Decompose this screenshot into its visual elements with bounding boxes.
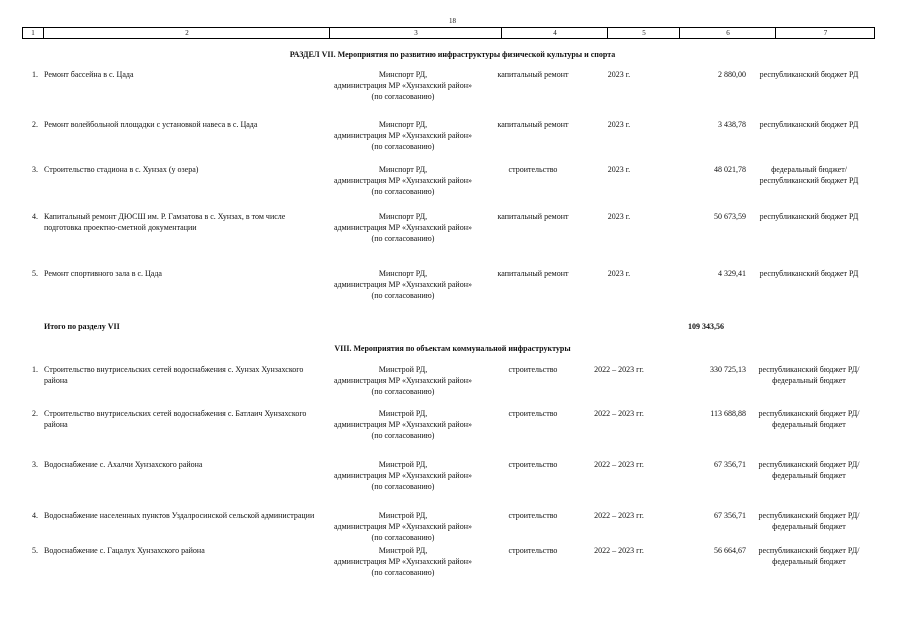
row-name: Строительство внутрисельских сетей водоснабжения с. Хунзах Хунзахского района	[44, 365, 304, 385]
row-responsible: Минстрой РД, администрация МР «Хунзахский район» (по согласованию)	[334, 460, 472, 491]
row-type: строительство	[508, 409, 558, 418]
row-amount: 3 438,78	[718, 120, 746, 129]
row-responsible: Минспорт РД, администрация МР «Хунзахский район» (по согласованию)	[334, 165, 472, 196]
row-type: строительство	[508, 165, 558, 174]
row-name: Ремонт волейбольной площадки с установкой навеса в с. Цада	[44, 120, 258, 129]
row-period: 2022 – 2023 гг.	[594, 546, 644, 555]
page-number: 18	[449, 17, 456, 25]
row-amount: 113 688,88	[710, 409, 746, 418]
total-label: Итого по разделу VII	[44, 322, 120, 331]
column-header: 3	[329, 28, 502, 38]
row-period: 2023 г.	[607, 120, 631, 129]
row-source: республиканский бюджет РД/ федеральный бюджет	[758, 546, 860, 566]
row-source: республиканский бюджет РД	[759, 212, 859, 221]
row-period: 2023 г.	[607, 212, 631, 221]
row-number: 1.	[32, 70, 38, 79]
column-header: 1	[31, 29, 35, 37]
row-name: Ремонт бассейна в с. Цада	[44, 70, 134, 79]
section-title: VIII. Мероприятия по объектам коммунальной инфраструктуры	[334, 344, 571, 353]
row-name: Строительство стадиона в с. Хунзах (у озера)	[44, 165, 199, 174]
row-type: капитальный ремонт	[497, 120, 569, 129]
total-value: 109 343,56	[688, 322, 724, 331]
row-amount: 48 021,78	[714, 165, 746, 174]
row-name: Строительство внутрисельских сетей водоснабжения с. Батлаич Хунзахского района	[44, 409, 307, 429]
row-source: федеральный бюджет/ республиканский бюджет РД	[759, 165, 859, 185]
row-source: республиканский бюджет РД	[759, 70, 859, 79]
row-name: Ремонт спортивного зала в с. Цада	[44, 269, 162, 278]
row-type: строительство	[508, 511, 558, 520]
row-amount: 67 356,71	[714, 511, 746, 520]
row-period: 2023 г.	[607, 70, 631, 79]
row-period: 2023 г.	[607, 165, 631, 174]
column-header: 4	[501, 28, 608, 38]
row-responsible: Минспорт РД, администрация МР «Хунзахский район» (по согласованию)	[334, 212, 472, 243]
section-title: РАЗДЕЛ VII. Мероприятия по развитию инфраструктуры физической культуры и спорта	[289, 50, 616, 59]
row-number: 2.	[32, 120, 38, 129]
row-number: 1.	[32, 365, 38, 374]
row-type: капитальный ремонт	[497, 70, 569, 79]
row-type: строительство	[508, 460, 558, 469]
row-amount: 330 725,13	[710, 365, 746, 374]
row-period: 2022 – 2023 гг.	[594, 409, 644, 418]
row-source: республиканский бюджет РД/ федеральный бюджет	[758, 511, 860, 531]
row-number: 5.	[32, 269, 38, 278]
row-number: 2.	[32, 409, 38, 418]
row-name: Водоснабжение с. Гацалух Хунзахского района	[44, 546, 205, 555]
row-responsible: Минстрой РД, администрация МР «Хунзахский район» (по согласованию)	[334, 511, 472, 542]
row-responsible: Минстрой РД, администрация МР «Хунзахский район» (по согласованию)	[334, 365, 472, 396]
column-header: 2	[43, 28, 330, 38]
row-number: 3.	[32, 460, 38, 469]
row-type: капитальный ремонт	[497, 269, 569, 278]
column-header: 7	[775, 28, 875, 38]
row-source: республиканский бюджет РД/ федеральный бюджет	[758, 460, 860, 480]
row-period: 2022 – 2023 гг.	[594, 365, 644, 374]
row-amount: 67 356,71	[714, 460, 746, 469]
row-period: 2023 г.	[607, 269, 631, 278]
row-type: капитальный ремонт	[497, 212, 569, 221]
row-period: 2022 – 2023 гг.	[594, 460, 644, 469]
row-number: 4.	[32, 212, 38, 221]
row-source: республиканский бюджет РД	[759, 269, 859, 278]
row-responsible: Минстрой РД, администрация МР «Хунзахский район» (по согласованию)	[334, 546, 472, 577]
row-period: 2022 – 2023 гг.	[594, 511, 644, 520]
row-source: республиканский бюджет РД	[759, 120, 859, 129]
row-source: республиканский бюджет РД/ федеральный бюджет	[758, 409, 860, 429]
row-type: строительство	[508, 546, 558, 555]
row-responsible: Минспорт РД, администрация МР «Хунзахский район» (по согласованию)	[334, 269, 472, 300]
row-responsible: Минспорт РД, администрация МР «Хунзахский район» (по согласованию)	[334, 70, 472, 101]
column-header: 5	[607, 28, 680, 38]
row-type: строительство	[508, 365, 558, 374]
row-number: 5.	[32, 546, 38, 555]
row-name: Водоснабжение с. Ахалчи Хунзахского района	[44, 460, 203, 469]
column-header-row	[22, 27, 875, 39]
row-name: Капитальный ремонт ДЮСШ им. Р. Гамзатова в с. Хунзах, в том числе подготовка проектно-сметной документации	[44, 212, 286, 232]
row-amount: 50 673,59	[714, 212, 746, 221]
column-header: 6	[679, 28, 776, 38]
row-name: Водоснабжение населенных пунктов Уздалросинской сельской администрации	[44, 511, 315, 520]
row-number: 4.	[32, 511, 38, 520]
row-number: 3.	[32, 165, 38, 174]
row-amount: 2 880,00	[718, 70, 746, 79]
row-source: республиканский бюджет РД/ федеральный бюджет	[758, 365, 860, 385]
row-responsible: Минспорт РД, администрация МР «Хунзахский район» (по согласованию)	[334, 120, 472, 151]
row-amount: 4 329,41	[718, 269, 746, 278]
row-amount: 56 664,67	[714, 546, 746, 555]
row-responsible: Минстрой РД, администрация МР «Хунзахский район» (по согласованию)	[334, 409, 472, 440]
